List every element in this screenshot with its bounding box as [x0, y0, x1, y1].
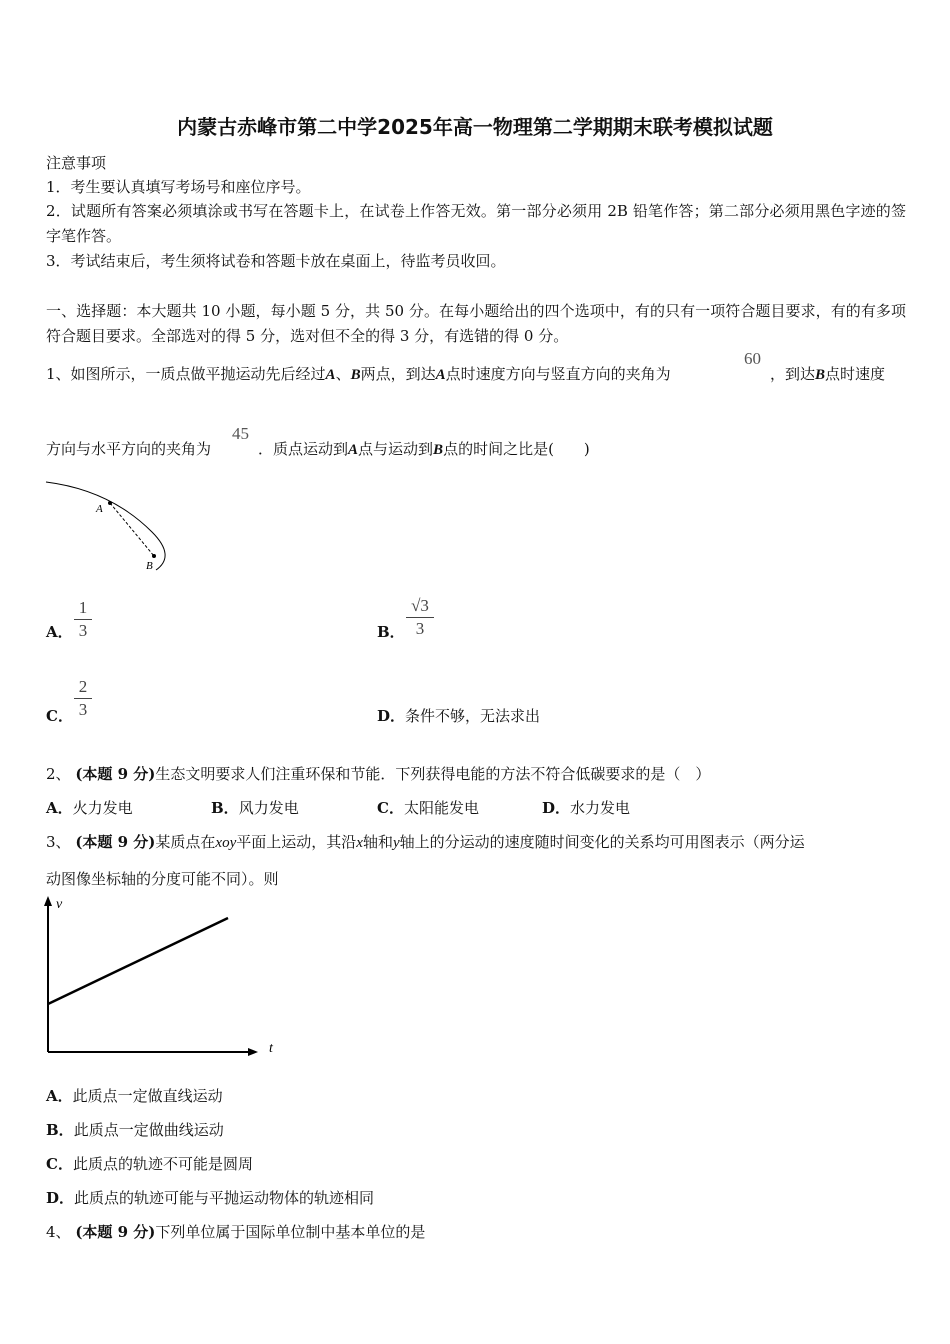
- q1-angle-60: 60: [744, 349, 761, 368]
- trajectory-curve: [46, 482, 165, 570]
- fraction-bar: [74, 698, 92, 699]
- q1-option-b-label: B．: [377, 623, 405, 641]
- q3-text: 某质点在: [155, 833, 216, 851]
- vt-line: [48, 918, 228, 1004]
- q1-option-d-text: 条件不够，无法求出: [405, 707, 541, 725]
- q4-number: 4、: [46, 1223, 71, 1241]
- fraction-den: 3: [78, 621, 88, 640]
- q3-option-text: 此质点一定做曲线运动: [73, 1121, 224, 1139]
- q3-option-label: A．: [46, 1087, 73, 1105]
- section-1-instructions: 一、选择题：本大题共 10 小题，每小题 5 分，共 50 分。在每小题给出的四个选项中，有的只有一项符合题目要求，有的有多项符合题目要求。全部选对的得 5 分，选对但不全的得 3 分，有选错的得 0 分。: [46, 302, 906, 345]
- q1-option-c-label: C．: [46, 707, 73, 725]
- q3-y: y: [392, 835, 400, 851]
- q2-text: 生态文明要求人们注重环保和节能．下列获得电能的方法不符合低碳要求的是（ ）: [155, 765, 711, 783]
- q3-option-c: [46, 1153, 253, 1174]
- label-a: A: [96, 503, 103, 515]
- q1-text: ，到达: [770, 365, 816, 383]
- notice-item-3: 3．考试结束后，考生须将试卷和答题卡放在桌面上，待监考员收回。: [46, 252, 506, 270]
- q1-point-a: A: [435, 367, 446, 383]
- q2-option-b: [211, 797, 299, 818]
- q2-option-c: [377, 797, 479, 818]
- question-3-line-1: [46, 831, 805, 852]
- q4-score: (本题 9 分): [75, 1223, 156, 1241]
- q3-option-b: [46, 1119, 224, 1140]
- q1-text: 点的时间之比是( ): [443, 440, 590, 458]
- q3-option-label: C．: [46, 1155, 73, 1173]
- q3-option-text: 此质点的轨迹可能与平抛运动物体的轨迹相同: [74, 1189, 375, 1207]
- q2-score: (本题 9 分): [75, 765, 156, 783]
- q2-option-d: [542, 797, 630, 818]
- q3-option-text: 此质点的轨迹不可能是圆周: [72, 1155, 253, 1173]
- label-b: B: [146, 560, 153, 572]
- q3-text: 轴上的分运动的速度随时间变化的关系均可用图表示（两分运: [399, 833, 805, 851]
- q1-text: 两点，到达: [360, 365, 436, 383]
- point-b: [152, 554, 156, 558]
- q1-trajectory-figure: [40, 476, 170, 576]
- q1-option-d-label: D．: [377, 707, 406, 725]
- x-axis-arrow: [248, 1048, 258, 1056]
- q1-option-c-fraction: [74, 677, 92, 720]
- q2-option-a: [46, 797, 133, 818]
- fraction-bar: [74, 619, 92, 620]
- y-axis-arrow: [44, 896, 52, 906]
- q2-option-text: 水力发电: [570, 799, 631, 817]
- q2-option-text: 太阳能发电: [403, 799, 479, 817]
- notice-item-1: 1．考生要认真填写考场号和座位序号。: [46, 178, 311, 196]
- q2-option-label: D．: [542, 799, 571, 817]
- q2-option-label: A．: [46, 799, 73, 817]
- q1-text: 点时速度方向与竖直方向的夹角为: [445, 365, 671, 383]
- q1-point-b: B: [350, 367, 361, 383]
- q3-option-text: 此质点一定做直线运动: [72, 1087, 223, 1105]
- v-axis-label: v: [56, 897, 63, 912]
- fraction-num: 1: [78, 598, 88, 617]
- fraction-bar: [406, 617, 434, 618]
- question-1-line-2b: [258, 438, 590, 459]
- page-title: 内蒙古赤峰市第二中学2025年高一物理第二学期期末联考模拟试题: [177, 115, 773, 139]
- q3-option-label: B．: [46, 1121, 74, 1139]
- q3-xoy: xoy: [215, 835, 237, 851]
- q1-point-b: B: [433, 442, 444, 458]
- question-4: [46, 1221, 425, 1242]
- q3-vt-graph: [40, 894, 290, 1064]
- q3-score: (本题 9 分): [75, 833, 156, 851]
- question-1-line-1: [46, 363, 671, 384]
- q3-text: 平面上运动，其沿: [236, 833, 357, 851]
- q1-sep: 、: [335, 365, 351, 383]
- t-axis-label: t: [269, 1041, 273, 1056]
- fraction-num: √3: [411, 596, 429, 615]
- q2-number: 2、: [46, 765, 71, 783]
- q3-x: x: [356, 835, 363, 851]
- q2-option-text: 风力发电: [238, 799, 299, 817]
- notice-heading: 注意事项: [46, 154, 107, 172]
- q2-option-label: C．: [377, 799, 404, 817]
- notice-item-2: 2．试题所有答案必须填涂或书写在答题卡上，在试卷上作答无效。第一部分必须用 2B 铅笔作答；第二部分必须用黑色字迹的签字笔作答。: [46, 202, 906, 245]
- q3-option-label: D．: [46, 1189, 75, 1207]
- q4-text: 下列单位属于国际单位制中基本单位的是: [155, 1223, 426, 1241]
- fraction-den: 3: [78, 700, 88, 719]
- q1-text: ．质点运动到: [258, 440, 349, 458]
- question-1-line-1-end: [770, 363, 885, 384]
- question-1-line-2a: 方向与水平方向的夹角为: [46, 440, 212, 458]
- chord-dashed: [110, 503, 154, 556]
- q1-angle-45: 45: [232, 424, 249, 443]
- q2-option-text: 火力发电: [72, 799, 133, 817]
- q3-number: 3、: [46, 833, 71, 851]
- q1-point-b: B: [815, 367, 826, 383]
- fraction-den: 3: [415, 619, 425, 638]
- q3-option-a: [46, 1085, 223, 1106]
- q1-option-a-label: A．: [46, 623, 73, 641]
- q1-text: 点与运动到: [358, 440, 434, 458]
- question-3-line-2: 动图像坐标轴的分度可能不同）。则: [46, 870, 279, 888]
- q1-text: 1、如图所示，一质点做平抛运动先后经过: [46, 365, 326, 383]
- fraction-num: 2: [78, 677, 88, 696]
- q1-option-a-fraction: [74, 598, 92, 641]
- q1-option-d: [377, 705, 540, 726]
- q1-point-a: A: [325, 367, 336, 383]
- question-2: [46, 763, 710, 784]
- q2-option-label: B．: [211, 799, 239, 817]
- q1-text: 点时速度: [825, 365, 886, 383]
- q3-text: 轴和: [362, 833, 393, 851]
- point-a: [108, 501, 112, 505]
- q3-option-d: [46, 1187, 374, 1208]
- q1-point-a: A: [348, 442, 359, 458]
- q1-option-b-fraction: [406, 596, 434, 639]
